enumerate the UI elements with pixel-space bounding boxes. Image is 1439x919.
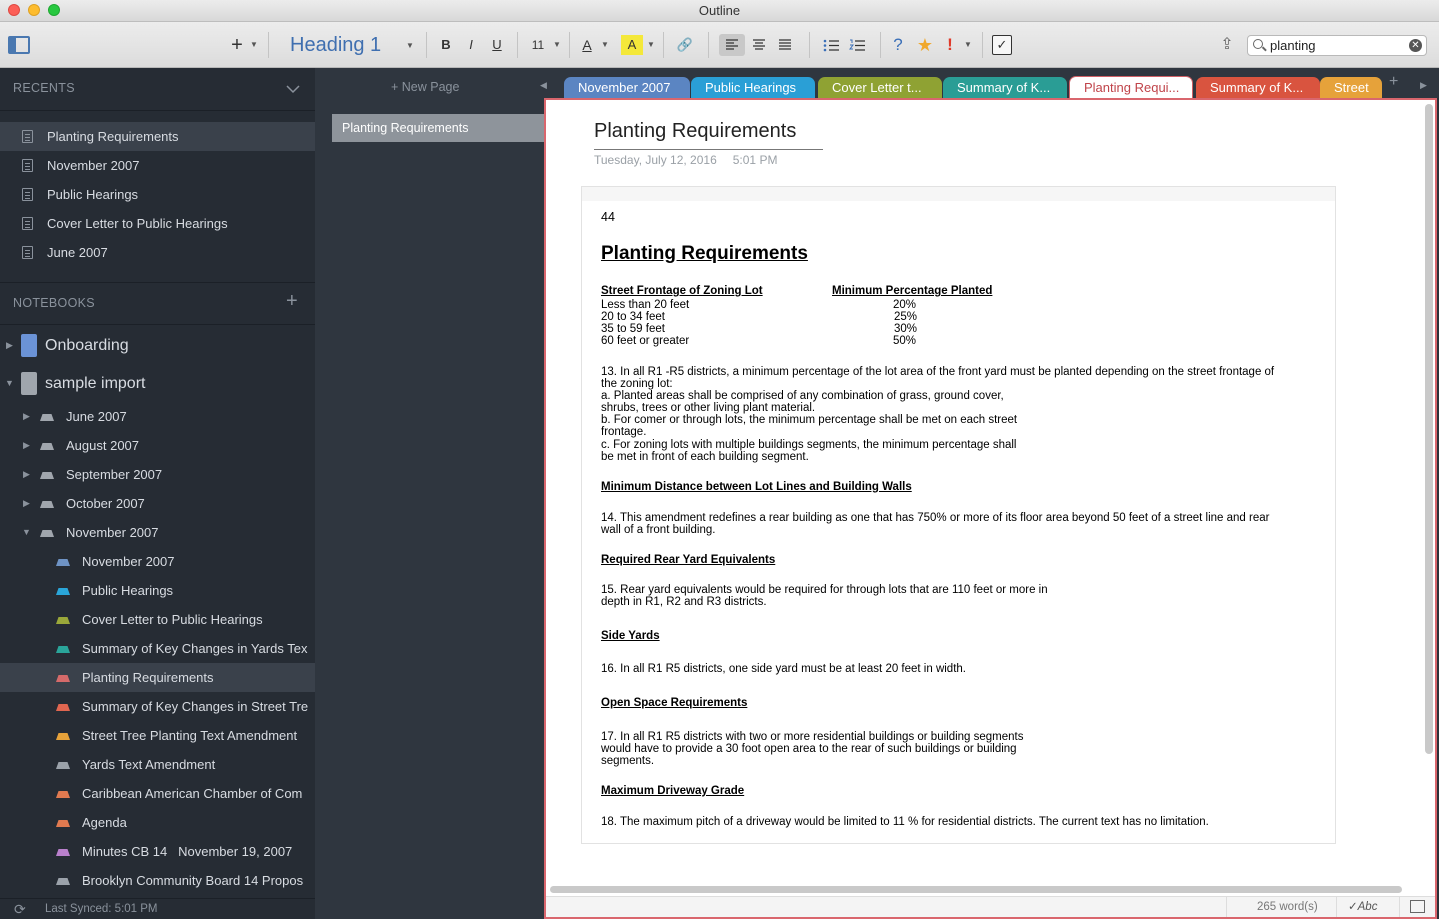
page-label: Summary of Key Changes in Street Tre: [82, 699, 309, 714]
add-tab-icon[interactable]: +: [1389, 73, 1399, 90]
minimize-window-button[interactable]: [28, 4, 40, 16]
tab-planting-requirements[interactable]: Planting Requi...: [1069, 76, 1193, 98]
paragraph-line: frontage.: [601, 426, 647, 438]
italic-button[interactable]: I: [469, 37, 473, 52]
tab-november-2007[interactable]: November 2007: [564, 77, 690, 98]
fullscreen-icon[interactable]: [1410, 900, 1425, 913]
section-label: October 2007: [66, 496, 145, 511]
table-cell: 50%: [893, 335, 917, 347]
collapse-arrow-icon[interactable]: ▼: [5, 378, 14, 388]
tab-public-hearings[interactable]: Public Hearings: [691, 77, 815, 98]
page-icon: [56, 791, 70, 798]
section-item[interactable]: [0, 402, 315, 431]
tab-street[interactable]: Street: [1320, 77, 1382, 98]
recent-item[interactable]: [0, 238, 315, 267]
section-label: June 2007: [66, 409, 127, 424]
paragraph-line: 16. In all R1 R5 districts, one side yard must be at least 20 feet in width.: [601, 663, 966, 675]
add-dropdown-chevron-icon[interactable]: ▼: [250, 40, 258, 49]
table-header-percentage: Minimum Percentage Planted: [832, 285, 993, 297]
page-label: Public Hearings: [82, 583, 174, 598]
section-item[interactable]: [0, 431, 315, 460]
recent-item-label: Planting Requirements: [47, 129, 179, 144]
close-window-button[interactable]: [8, 4, 20, 16]
doc-subheading: Required Rear Yard Equivalents: [601, 554, 776, 566]
section-label: September 2007: [66, 467, 163, 482]
section-icon: [40, 414, 54, 421]
section-item[interactable]: [0, 489, 315, 518]
expand-arrow-icon[interactable]: ▶: [23, 469, 30, 479]
document-icon: [22, 217, 33, 230]
doc-heading: Planting Requirements: [601, 243, 808, 264]
recent-item-label: Cover Letter to Public Hearings: [47, 216, 228, 231]
collapse-arrow-icon[interactable]: ▼: [22, 527, 31, 537]
page-time: 5:01 PM: [732, 153, 778, 167]
share-icon[interactable]: ⇪: [1220, 36, 1234, 53]
style-chevron-down-icon: ▼: [406, 41, 414, 50]
recent-item[interactable]: [0, 151, 315, 180]
paragraph-line: depth in R1, R2 and R3 districts.: [601, 596, 767, 608]
link-icon[interactable]: 🔗: [676, 37, 694, 52]
page-icon: [56, 559, 70, 566]
search-input[interactable]: [1247, 35, 1427, 56]
paragraph-line: shrubs, trees or other living plant material.: [601, 402, 816, 414]
page-title[interactable]: Planting Requirements: [594, 120, 823, 150]
table-cell: 35 to 59 feet: [601, 323, 665, 335]
page-list: [315, 68, 544, 919]
word-count: 265 word(s): [1257, 901, 1318, 913]
page-date: [594, 153, 777, 167]
highlight-chevron-icon[interactable]: ▼: [647, 40, 655, 49]
recent-item-label: Public Hearings: [47, 187, 139, 202]
toolbar: [0, 22, 1439, 68]
recent-item[interactable]: [0, 209, 315, 238]
clear-search-icon[interactable]: ✕: [1409, 39, 1422, 52]
page-label: November 2007: [82, 554, 175, 569]
spellcheck-button[interactable]: ✓Abc: [1348, 901, 1378, 913]
underline-button[interactable]: U: [492, 37, 502, 52]
table-cell: 25%: [894, 311, 918, 323]
title-bar: [0, 0, 1439, 22]
question-tag-icon[interactable]: ?: [893, 35, 903, 54]
page-icon: [56, 762, 70, 769]
doc-page-number: 44: [601, 210, 615, 224]
numbered-list-icon[interactable]: [846, 33, 868, 57]
page-item[interactable]: [0, 663, 315, 692]
section-item[interactable]: [0, 518, 315, 547]
expand-arrow-icon[interactable]: ▶: [23, 440, 30, 450]
page-icon: [56, 878, 70, 885]
document-icon: [22, 130, 33, 143]
table-cell: 20 to 34 feet: [601, 311, 665, 323]
page-date-value: Tuesday, July 12, 2016: [594, 153, 717, 167]
paragraph-line: 13. In all R1 -R5 districts, a minimum percentage of the lot area of the front yard must be planted depending on the street frontage of: [601, 366, 1275, 378]
star-tag-icon[interactable]: ★: [916, 35, 934, 55]
paragraph-style-value: Heading 1: [290, 34, 382, 56]
page-item[interactable]: [0, 837, 315, 866]
paragraph-line: 18. The maximum pitch of a driveway would be limited to 11 % for residential districts. The current text has no limitation.: [601, 816, 1209, 828]
page-icon: [56, 704, 70, 711]
status-bar: [546, 896, 1435, 917]
notebook-label: Onboarding: [45, 337, 129, 354]
sync-bar: [0, 898, 315, 919]
paragraph-line: wall of a front building.: [601, 524, 716, 536]
paragraph-line: 15. Rear yard equivalents would be required for through lots that are 110 feet or more in: [601, 584, 1048, 596]
document-icon: [22, 159, 33, 172]
new-page-button[interactable]: + New Page: [391, 80, 460, 94]
font-size-select[interactable]: 11: [531, 38, 545, 52]
paragraph-line: the zoning lot:: [601, 378, 673, 390]
notebook-label: sample import: [45, 375, 146, 392]
add-notebook-icon[interactable]: +: [286, 290, 298, 312]
expand-arrow-icon[interactable]: ▶: [23, 498, 30, 508]
sync-icon[interactable]: ⟳: [14, 901, 26, 917]
page-icon: [56, 646, 70, 653]
page-list-item[interactable]: Planting Requirements: [332, 114, 544, 142]
page-label: Planting Requirements: [82, 670, 214, 685]
vertical-scrollbar[interactable]: [1425, 104, 1433, 754]
maximize-window-button[interactable]: [48, 4, 60, 16]
paragraph-line: segments.: [601, 755, 655, 767]
window-title: Outline: [698, 3, 741, 18]
page-label: Minutes CB 14 November 19, 2007: [82, 844, 293, 859]
paragraph-line: a. Planted areas shall be comprised of any combination of grass, ground cover,: [601, 390, 1004, 402]
page-icon: [56, 588, 70, 595]
page-item[interactable]: [0, 547, 315, 576]
section-label: August 2007: [66, 438, 140, 453]
font-color-chevron-icon[interactable]: ▼: [601, 40, 609, 49]
paragraph-line: c. For zoning lots with multiple buildings segments, the minimum percentage shall: [601, 439, 1017, 451]
align-justify-icon[interactable]: [773, 33, 797, 57]
page-label: Street Tree Planting Text Amendment: [82, 728, 298, 743]
checkbox-tag-icon[interactable]: ✓: [992, 35, 1012, 55]
page-item[interactable]: [0, 634, 315, 663]
align-center-icon[interactable]: [747, 33, 771, 57]
sidebar: [0, 68, 315, 919]
doc-subheading: Side Yards: [601, 630, 660, 642]
align-left-icon[interactable]: [719, 34, 745, 56]
font-size-chevron-icon[interactable]: ▼: [553, 40, 561, 49]
recent-item-label: June 2007: [47, 245, 108, 260]
page-item[interactable]: [0, 605, 315, 634]
table-cell: Less than 20 feet: [601, 299, 690, 311]
section-icon: [40, 501, 54, 508]
section-icon: [40, 472, 54, 479]
page-item[interactable]: [0, 721, 315, 750]
recent-item[interactable]: [0, 122, 315, 151]
table-cell: 60 feet or greater: [601, 335, 690, 347]
document-icon: [22, 246, 33, 259]
bullet-list-icon[interactable]: [820, 33, 842, 57]
doc-subheading: Open Space Requirements: [601, 697, 748, 709]
last-synced-text: Last Synced: 5:01 PM: [45, 903, 158, 915]
table-cell: 20%: [893, 299, 917, 311]
expand-arrow-icon[interactable]: ▶: [23, 411, 30, 421]
section-label: November 2007: [66, 525, 159, 540]
page-label: Cover Letter to Public Hearings: [82, 612, 263, 627]
paragraph-line: be met in front of each building segment.: [601, 451, 809, 463]
notebook-sample-import[interactable]: [0, 369, 315, 399]
scroll-tabs-left-icon[interactable]: ◀: [540, 80, 547, 90]
notebook-icon: [21, 372, 37, 395]
page-icon: [56, 733, 70, 740]
page-icon: [56, 820, 70, 827]
font-color-icon[interactable]: A: [582, 37, 592, 53]
page-icon: [56, 617, 70, 624]
page-label: Agenda: [82, 815, 127, 830]
section-icon: [40, 443, 54, 450]
expand-arrow-icon[interactable]: ▶: [6, 340, 13, 350]
sidebar-toggle-icon[interactable]: [8, 36, 30, 54]
page-icon: [56, 675, 70, 682]
paragraph-line: 14. This amendment redefines a rear building as one that has 750% or more of its floor area beyond 50 feet of a street line and rear: [601, 512, 1270, 524]
add-icon[interactable]: +: [231, 34, 243, 56]
tags-chevron-icon[interactable]: ▼: [964, 40, 972, 49]
highlight-icon[interactable]: A: [621, 35, 643, 55]
page-label: Summary of Key Changes in Yards Tex: [82, 641, 308, 656]
search-icon: [1253, 39, 1263, 49]
horizontal-scrollbar[interactable]: [550, 886, 1402, 893]
document-icon: [22, 188, 33, 201]
page-label: Caribbean American Chamber of Com: [82, 786, 303, 801]
tab-bar: [540, 68, 1439, 98]
page-item[interactable]: [0, 576, 315, 605]
document-container[interactable]: [581, 186, 1336, 844]
chevron-down-icon[interactable]: [286, 85, 300, 94]
table-header-frontage: Street Frontage of Zoning Lot: [601, 285, 763, 297]
notebook-icon: [21, 334, 37, 357]
page-label: Brooklyn Community Board 14 Propos: [82, 873, 304, 888]
page-item[interactable]: [0, 779, 315, 808]
paragraph-style-select[interactable]: [290, 32, 420, 58]
scroll-tabs-right-icon[interactable]: ▶: [1420, 80, 1427, 90]
page-icon: [56, 849, 70, 856]
page-item[interactable]: [0, 808, 315, 837]
bold-button[interactable]: B: [441, 37, 451, 52]
doc-subheading: Maximum Driveway Grade: [601, 785, 745, 797]
recent-item[interactable]: [0, 180, 315, 209]
paragraph-line: 17. In all R1 R5 districts with two or more residential buildings or building segments: [601, 731, 1024, 743]
paragraph-line: would have to provide a 30 foot open area to the rear of such buildings or building: [601, 743, 1017, 755]
recents-header: RECENTS: [13, 81, 75, 95]
page-item[interactable]: [0, 866, 315, 895]
tab-cover-letter[interactable]: Cover Letter t...: [818, 77, 942, 98]
recent-item-label: November 2007: [47, 158, 140, 173]
page-item[interactable]: [0, 750, 315, 779]
notebooks-header: NOTEBOOKS: [13, 296, 95, 310]
tab-summary-yards[interactable]: Summary of K...: [943, 77, 1067, 98]
section-icon: [40, 530, 54, 537]
page-label: Yards Text Amendment: [82, 757, 216, 772]
page-item[interactable]: [0, 692, 315, 721]
search-value: planting: [1270, 38, 1316, 53]
paragraph-line: b. For comer or through lots, the minimum percentage shall be met on each street: [601, 414, 1018, 426]
notebook-onboarding[interactable]: [0, 331, 315, 361]
important-tag-icon[interactable]: !: [947, 35, 953, 54]
section-item[interactable]: [0, 460, 315, 489]
editor: [544, 98, 1437, 919]
table-cell: 30%: [894, 323, 918, 335]
doc-subheading: Minimum Distance between Lot Lines and Building Walls: [601, 481, 912, 493]
tab-summary-street[interactable]: Summary of K...: [1196, 77, 1320, 98]
